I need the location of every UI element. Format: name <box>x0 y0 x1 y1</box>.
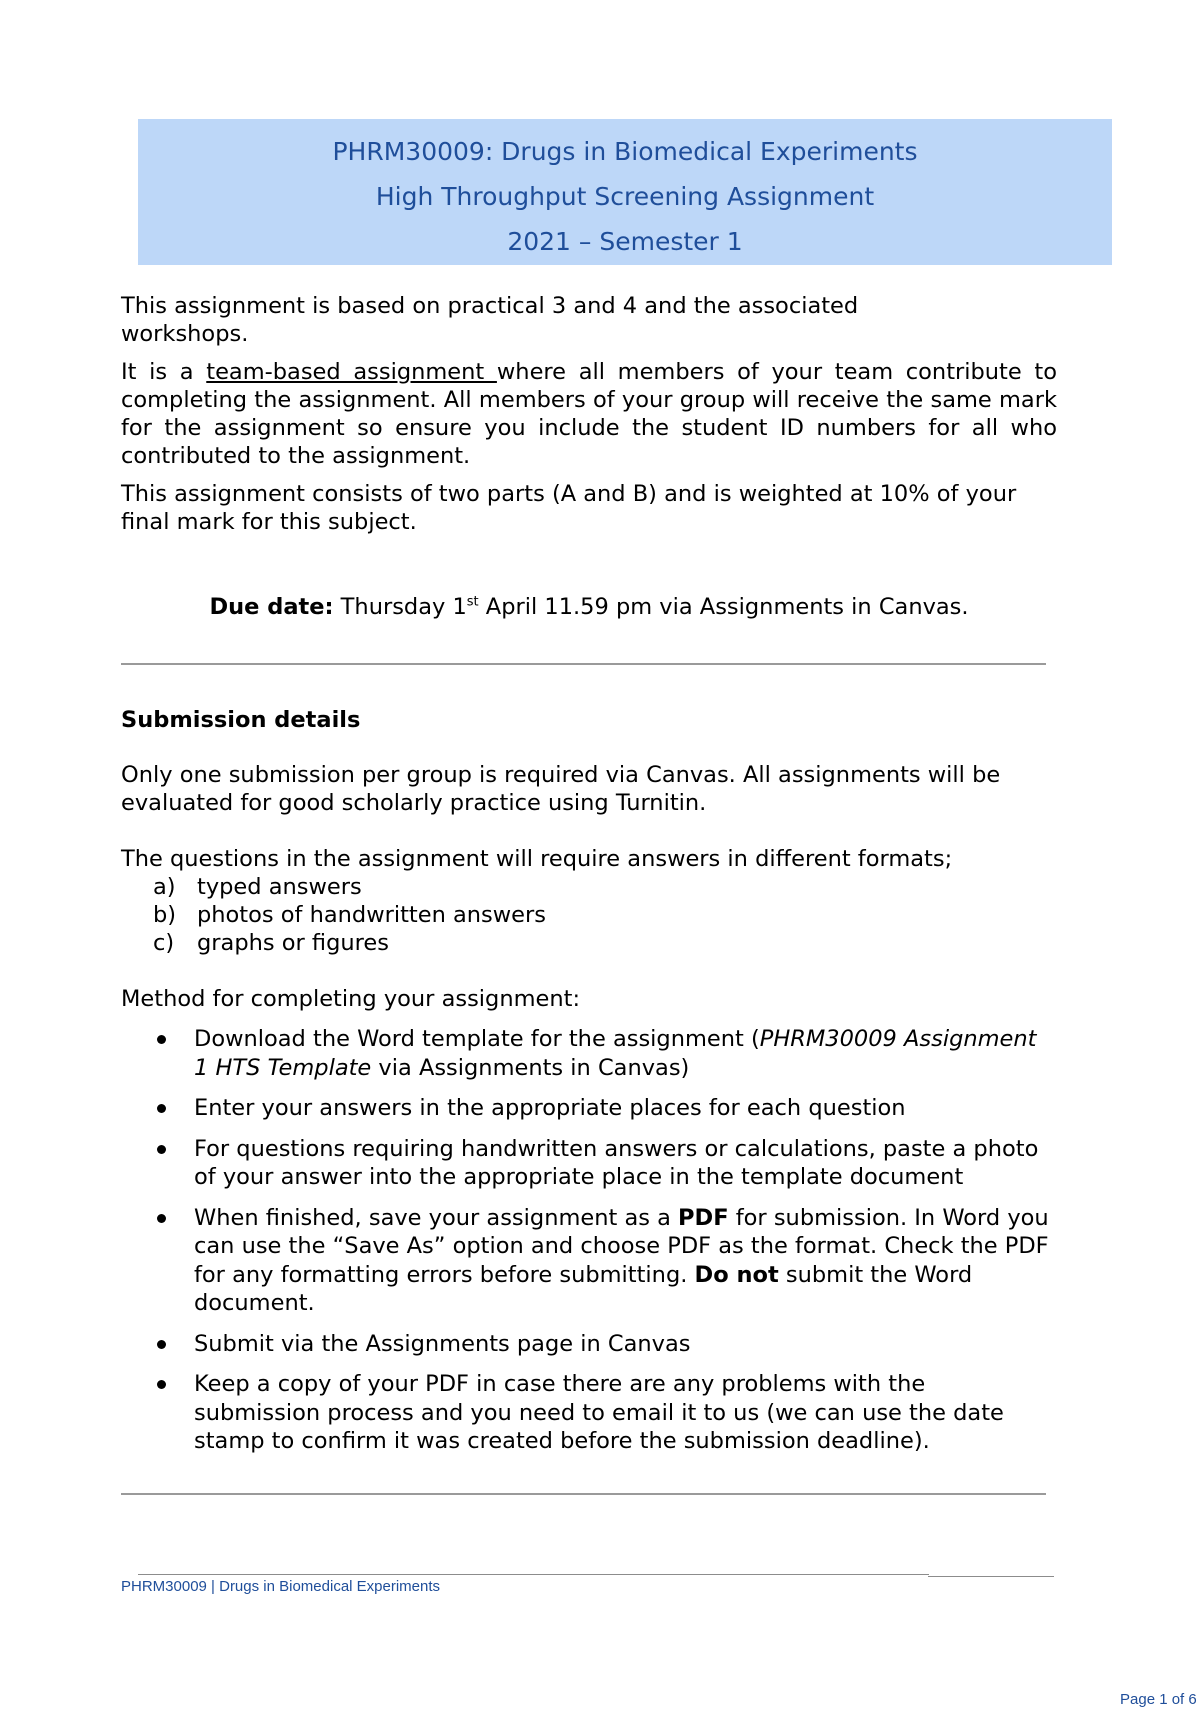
method-item-text: Submit via the Assignments page in Canvas <box>194 1330 691 1357</box>
due-date-text-1: Thursday 1 <box>333 594 467 620</box>
method-item-text: For questions requiring handwritten answers or calculations, paste a photo of your answer into the appropriate place in the template document <box>194 1135 1039 1190</box>
bullet-icon <box>157 1214 166 1223</box>
bullet-icon <box>157 1145 166 1154</box>
do-not-emphasis: Do not <box>694 1261 779 1288</box>
divider-top <box>121 663 1046 665</box>
method-item-text: When finished, save your assignment as a <box>194 1204 679 1231</box>
format-text: photos of handwritten answers <box>197 902 546 928</box>
method-intro: Method for completing your assignment: <box>121 986 581 1012</box>
assignment-title: High Throughput Screening Assignment <box>375 182 875 211</box>
formats-list <box>121 873 1057 957</box>
intro-p2-rest: where all members of your team contribute to completing the assignment. All members of your group will receive the same mark for the assignment so ensure you include the student ID numbers for all who contributed to the assignment. <box>121 359 1057 469</box>
method-item-text: submit the Word document. <box>194 1261 973 1316</box>
format-marker: b) <box>153 902 177 928</box>
page-number: Page 1 of 6 <box>1120 1691 1197 1708</box>
method-item <box>121 1135 1057 1192</box>
format-marker: c) <box>153 930 175 956</box>
divider-bottom <box>121 1493 1046 1495</box>
due-date-suffix: st <box>466 594 479 610</box>
formats-intro: The questions in the assignment will require answers in different formats; <box>121 846 953 872</box>
bullet-icon <box>157 1340 166 1349</box>
method-item-text: Enter your answers in the appropriate places for each question <box>194 1095 906 1121</box>
method-item <box>121 1204 1057 1318</box>
intro-paragraph-2 <box>121 358 1057 470</box>
format-marker: a) <box>153 874 176 900</box>
intro-paragraph-1: This assignment is based on practical 3 and 4 and the associated workshops. <box>121 293 859 347</box>
method-item-text: for submission. In Word you can use the “Save As” option and choose PDF as the format. Check the PDF for any formatting errors before submitting. <box>194 1204 1049 1288</box>
method-item-text: via Assignments in Canvas) <box>371 1054 690 1081</box>
intro-paragraph-3: This assignment consists of two parts (A and B) and is weighted at 10% of your final mark for this subject. <box>121 481 1017 535</box>
method-item <box>121 1330 1057 1359</box>
intro-p2-start: It is a <box>121 359 207 385</box>
format-item <box>121 929 1057 957</box>
pdf-emphasis: PDF <box>678 1204 729 1231</box>
format-text: typed answers <box>197 874 362 900</box>
method-item <box>121 1025 1057 1082</box>
course-title: PHRM30009: Drugs in Biomedical Experiments <box>332 137 918 166</box>
due-date-label: Due date: <box>209 594 334 620</box>
method-item <box>121 1094 1057 1123</box>
footer-rule <box>138 1574 929 1575</box>
intro-section <box>121 292 1057 536</box>
method-item-text: Keep a copy of your PDF in case there are any problems with the submission process and you need to email it to us (we can use the date stamp to confirm it was created before the submission deadline). <box>194 1371 1004 1454</box>
template-filename: PHRM30009 Assignment 1 HTS Template <box>194 1026 1037 1081</box>
title-banner <box>138 119 1112 265</box>
team-based-emphasis: team-based assignment <box>206 359 497 385</box>
method-list <box>121 1025 1057 1456</box>
format-text: graphs or figures <box>197 930 389 956</box>
method-item-text: Download the Word template for the assignment ( <box>194 1026 760 1052</box>
footer-rule-short <box>928 1576 1054 1577</box>
bullet-icon <box>157 1380 166 1389</box>
bullet-icon <box>157 1035 166 1044</box>
submission-paragraph: Only one submission per group is required via Canvas. All assignments will be evaluated for good scholarly practice using Turnitin. <box>121 762 1001 816</box>
method-item <box>121 1370 1057 1456</box>
due-date-text-2: April 11.59 pm via Assignments in Canvas. <box>478 594 969 620</box>
submission-section <box>121 761 1057 1468</box>
format-item <box>121 873 1057 901</box>
format-item <box>121 901 1057 929</box>
submission-heading: Submission details <box>121 707 361 733</box>
bullet-icon <box>157 1104 166 1113</box>
footer-course: PHRM30009 | Drugs in Biomedical Experiments <box>121 1578 441 1595</box>
semester-title: 2021 – Semester 1 <box>507 227 743 256</box>
due-date-line <box>121 592 1057 622</box>
